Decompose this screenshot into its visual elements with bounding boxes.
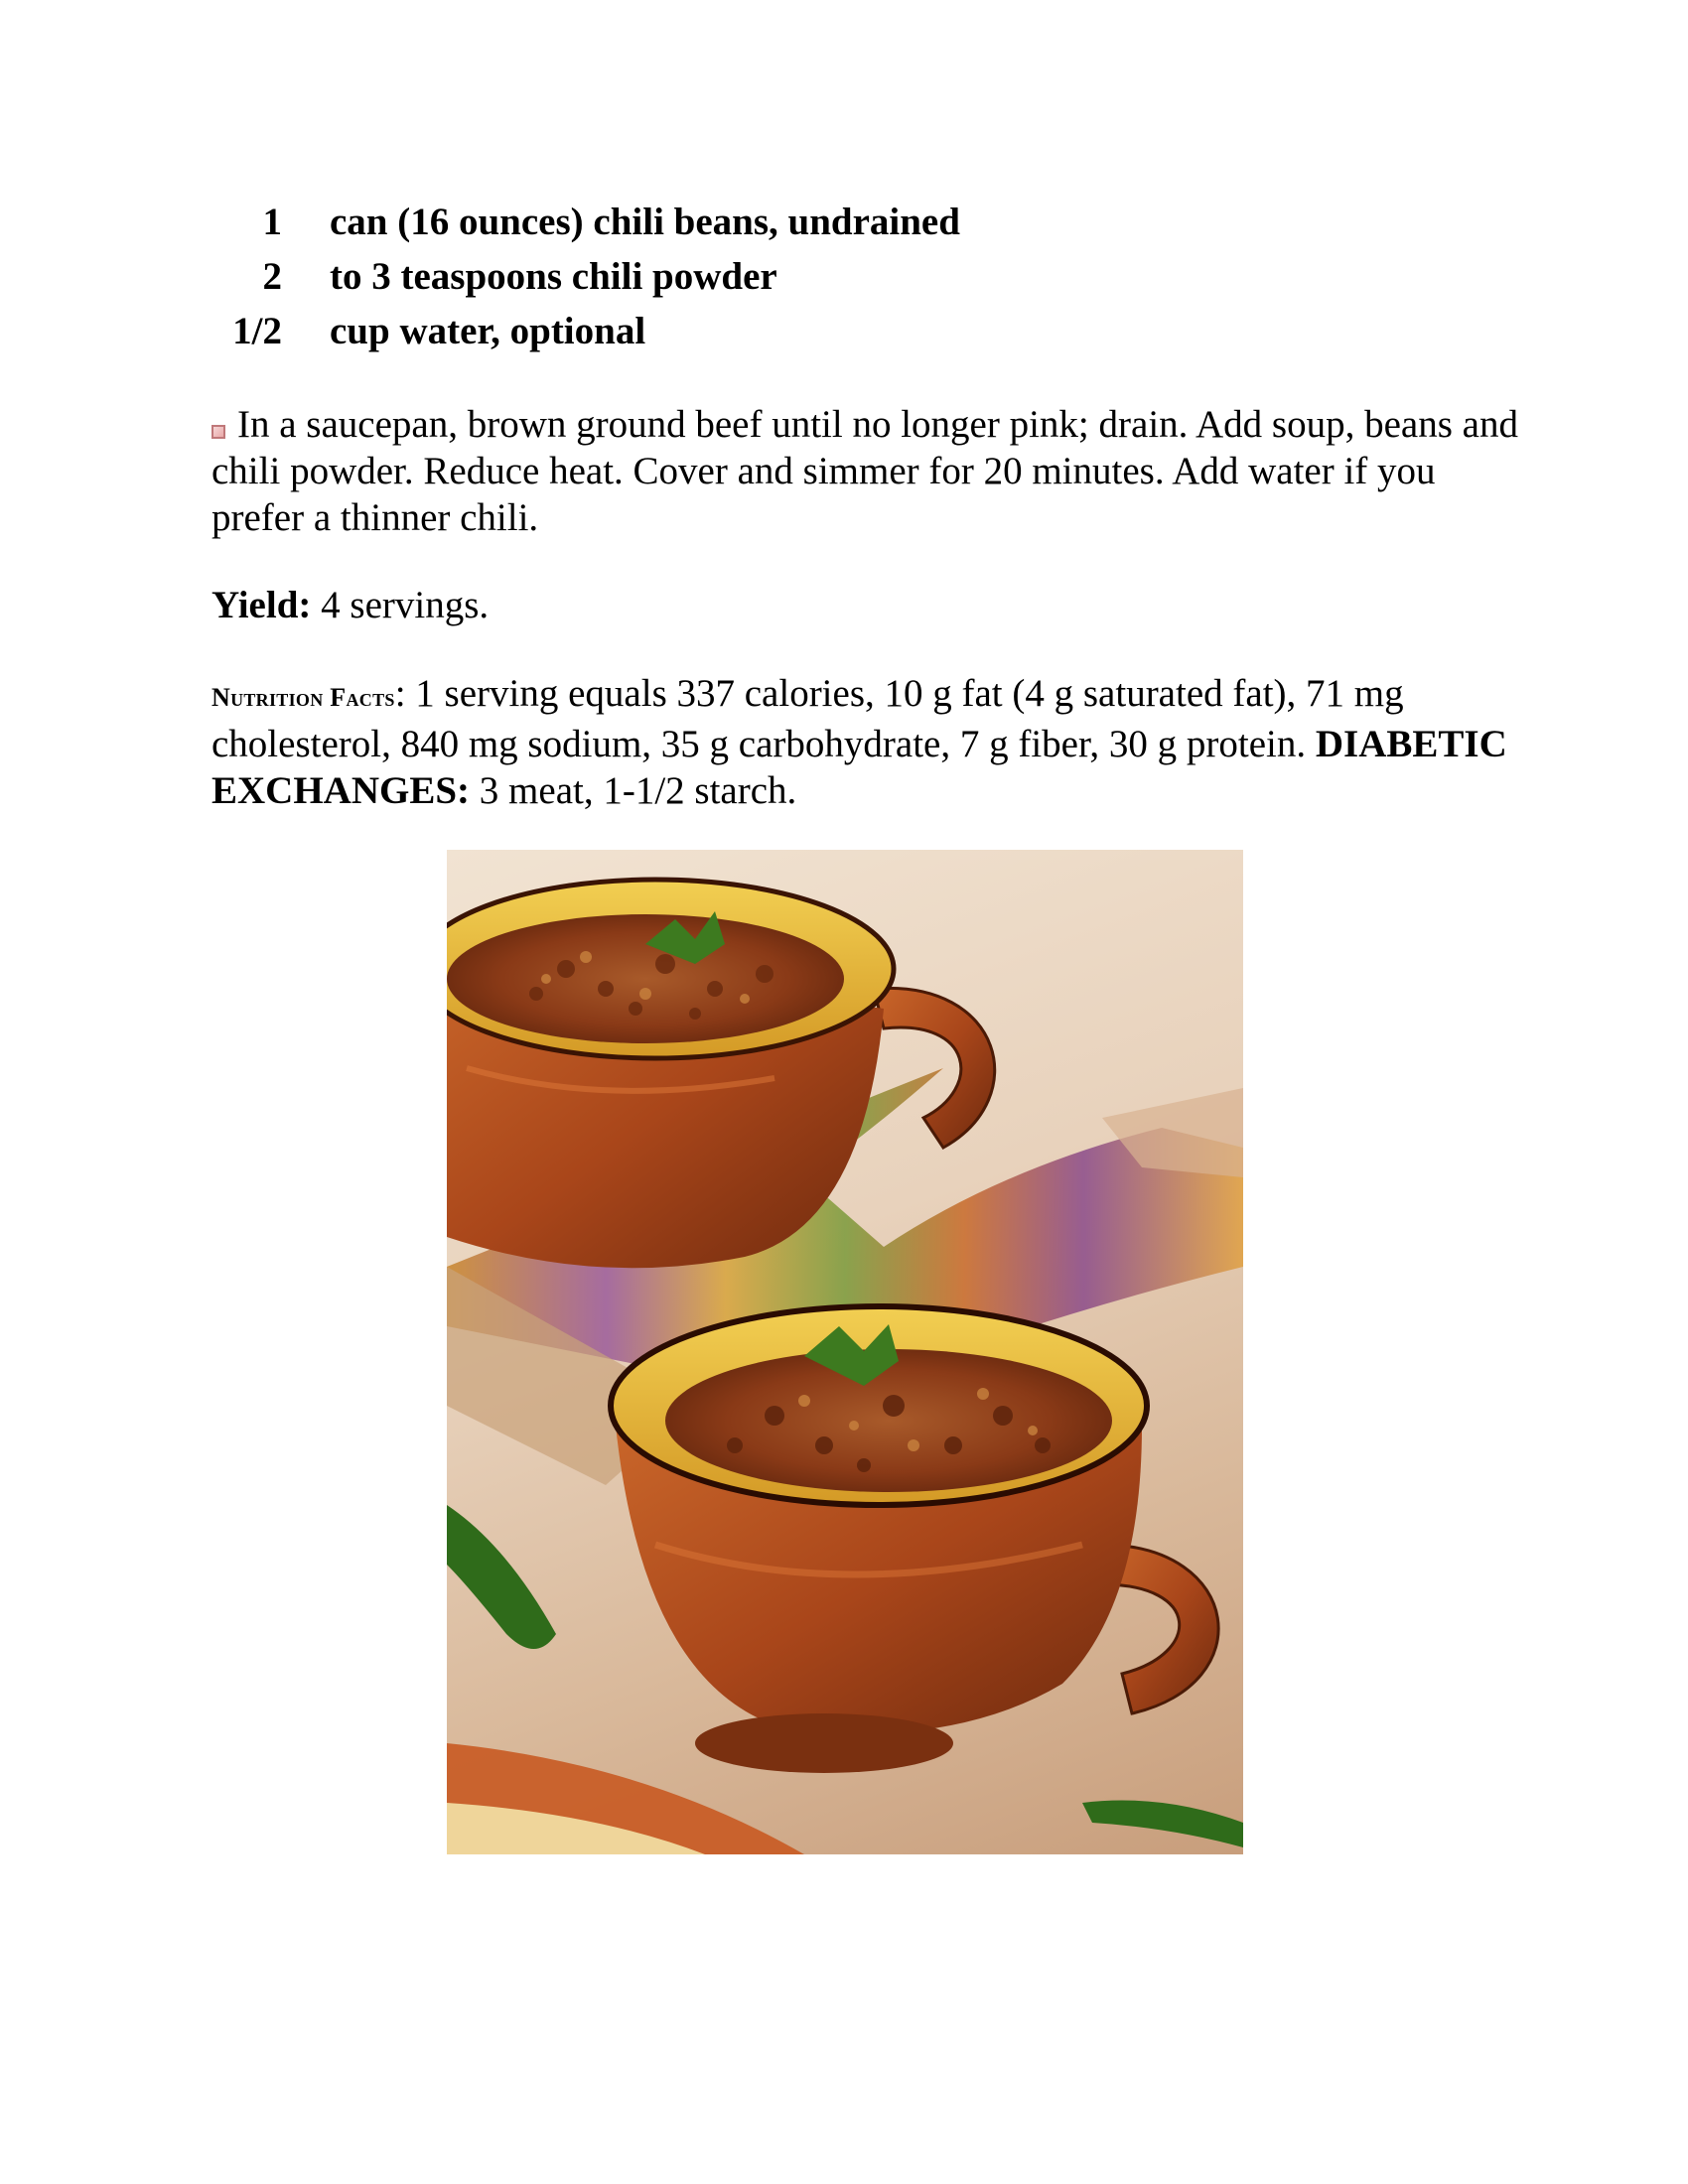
ingredient-quantity: 1/2 — [232, 310, 282, 352]
ingredient-text: cup water, optional — [330, 310, 646, 352]
nutrition-facts — [211, 670, 1522, 814]
yield-value: 4 servings. — [311, 584, 490, 626]
ingredient-row — [209, 249, 1201, 304]
jalapeno-pepper — [1082, 1801, 1243, 1848]
exchanges-label: DIABETIC EXCHANGES: — [211, 723, 1507, 812]
ingredient-row — [209, 304, 1201, 358]
front-chili-bowl — [611, 1306, 1218, 1773]
chili-bowls-photo — [447, 850, 1243, 1854]
nutrition-colon: : — [394, 672, 406, 715]
ingredient-row — [209, 195, 1201, 249]
ingredient-quantity: 1 — [262, 201, 282, 243]
directions-text: In a saucepan, brown ground beef until no longer pink; drain. Add soup, beans and chili powder. Reduce heat. Cover and simmer for 20 minutes. Add water if you prefer a thinner chili. — [211, 403, 1518, 539]
ingredient-quantity: 2 — [262, 255, 282, 298]
ingredient-text: can (16 ounces) chili beans, undrained — [330, 201, 960, 243]
jalapeno-pepper — [447, 1505, 556, 1649]
back-chili-bowl — [447, 880, 995, 1268]
yield-line — [211, 582, 1522, 628]
exchanges-value: 3 meat, 1-1/2 starch. — [470, 769, 797, 812]
directions-paragraph — [211, 401, 1522, 541]
ingredient-text: to 3 teaspoons chili powder — [330, 255, 777, 298]
nutrition-text: 1 serving equals 337 calories, 10 g fat (4 g saturated fat), 71 mg cholesterol, 840 mg sodium, 35 g carbohydrate, 7 g fiber, 30 g protein. — [211, 672, 1404, 765]
ingredient-list — [209, 195, 1201, 358]
yield-label: Yield: — [211, 584, 312, 626]
nutrition-label: Nutrition Facts — [211, 683, 395, 712]
bullet-icon — [211, 425, 225, 439]
